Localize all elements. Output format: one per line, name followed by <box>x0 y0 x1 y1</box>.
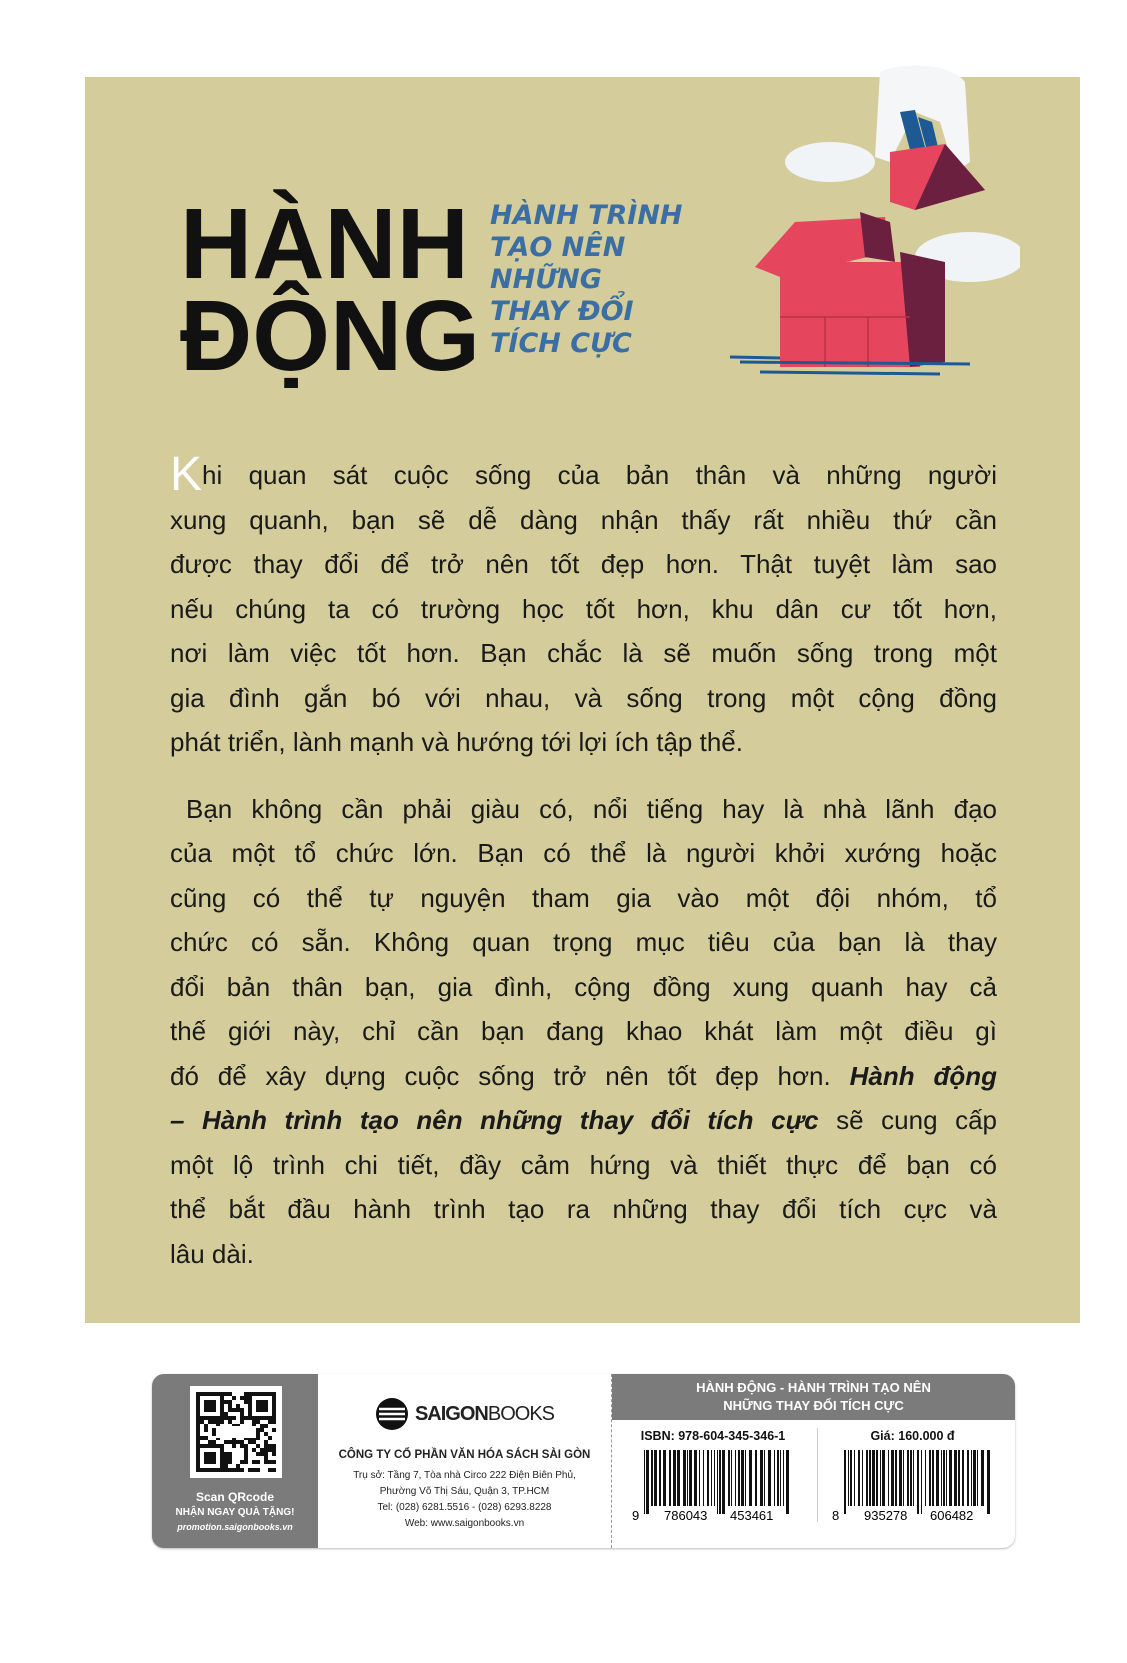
qr-module <box>220 1420 224 1424</box>
qr-module <box>232 1444 236 1448</box>
text-line: gia đình gắn bó với nhau, và sống trong một cộng đồng <box>170 682 997 713</box>
text-line: lâu dài. <box>170 1238 254 1269</box>
barcode-bar <box>694 1450 697 1506</box>
barcode-ean <box>828 1450 998 1522</box>
barcode-bar <box>738 1450 740 1506</box>
qr-module <box>268 1444 272 1448</box>
barcode-bar <box>745 1450 746 1506</box>
qr-module <box>236 1408 240 1412</box>
qr-module <box>248 1468 252 1472</box>
barcode-bar <box>954 1450 957 1506</box>
qr-module <box>204 1424 208 1428</box>
barcode-bar <box>862 1450 863 1506</box>
company-address <box>318 1468 611 1532</box>
gift-label: NHẬN NGAY QUÀ TẶNG! <box>175 1507 295 1518</box>
isbn-barcode <box>618 1428 808 1522</box>
qr-module <box>228 1392 232 1396</box>
barcode-bar <box>936 1450 939 1506</box>
price-label: Giá: 160.000 đ <box>870 1429 955 1443</box>
barcode-bar <box>741 1450 744 1506</box>
book-info-section <box>612 1374 1015 1548</box>
qr-module <box>224 1468 228 1472</box>
barcode-bar <box>943 1450 945 1506</box>
qr-module <box>228 1416 232 1420</box>
qr-module <box>240 1468 244 1472</box>
qr-module <box>272 1420 276 1424</box>
text-line: đổi bản thân bạn, gia đình, cộng đồng xung quanh hay cả <box>170 971 997 1002</box>
qr-module <box>216 1420 220 1424</box>
qr-module <box>260 1448 264 1452</box>
barcode-bar <box>646 1450 649 1514</box>
qr-module <box>240 1444 244 1448</box>
qr-module <box>256 1428 260 1432</box>
qr-module <box>256 1420 260 1424</box>
qr-section <box>152 1374 318 1548</box>
qr-module <box>264 1424 268 1428</box>
qr-module <box>228 1440 232 1444</box>
qr-module <box>232 1416 236 1420</box>
barcode-digits: 935278 <box>863 1508 907 1522</box>
qr-module <box>228 1452 232 1456</box>
barcode-bar <box>714 1450 715 1506</box>
barcode-bar <box>872 1450 875 1506</box>
address-line: Trụ sở: Tầng 7, Tòa nhà Circo 222 Điện Biên Phủ, <box>353 1470 576 1481</box>
qr-module <box>244 1396 248 1400</box>
barcode-bar <box>925 1450 926 1506</box>
barcode-bar <box>907 1450 909 1506</box>
qr-module <box>264 1448 268 1452</box>
text-line: Bạn không cần phải giàu có, nổi tiếng hay là nhà lãnh đạo <box>186 793 997 824</box>
text-line: nếu chúng ta có trường học tốt hơn, khu dân cư tốt hơn, <box>170 593 997 624</box>
barcode-bar <box>946 1450 947 1506</box>
barcode-bar <box>880 1450 881 1506</box>
barcode-bar <box>854 1450 855 1506</box>
barcode-bar <box>735 1450 736 1506</box>
barcode-bar <box>913 1450 914 1506</box>
qr-module <box>252 1460 256 1464</box>
qr-module <box>196 1440 200 1444</box>
qr-module <box>228 1460 232 1464</box>
qr-module <box>256 1468 260 1472</box>
qr-module <box>256 1432 260 1436</box>
barcode-bar <box>882 1450 885 1506</box>
qr-module <box>196 1424 200 1428</box>
text-line: phát triển, lành mạnh và hướng tới lợi ích tập thể. <box>170 727 743 757</box>
qr-module <box>256 1436 260 1440</box>
barcode-bar <box>654 1450 657 1506</box>
qr-module <box>240 1412 244 1416</box>
barcode-bar <box>677 1450 680 1506</box>
qr-module <box>228 1456 232 1460</box>
subtitle-line: HÀNH TRÌNH <box>490 200 683 231</box>
subtitle-line: THAY ĐỔI <box>490 296 634 327</box>
text-line: xung quanh, bạn sẽ dễ dàng nhận thấy rất nhiều thứ cần <box>170 504 997 535</box>
subtitle <box>490 200 683 360</box>
qr-module <box>248 1440 252 1444</box>
barcode-bar <box>711 1450 712 1506</box>
barcode-bar <box>659 1450 661 1506</box>
barcode-bar <box>932 1450 934 1506</box>
title-line: NHỮNG THAY ĐỔI TÍCH CỰC <box>723 1398 904 1413</box>
barcode-bar <box>760 1450 763 1506</box>
qr-module <box>228 1400 232 1404</box>
book-title-header <box>612 1374 1015 1420</box>
qr-module <box>272 1444 276 1448</box>
cloud-icon <box>785 142 875 182</box>
publisher-info-bar <box>152 1374 1015 1548</box>
qr-module <box>224 1416 228 1420</box>
barcode-bar <box>977 1450 978 1506</box>
qr-module <box>252 1440 256 1444</box>
qr-module <box>244 1460 248 1464</box>
book-title-emphasis: – Hành trình tạo nên những thay đổi tích cực <box>170 1105 819 1135</box>
barcode-bar <box>755 1450 757 1506</box>
qr-finder-center <box>204 1400 216 1412</box>
qr-module <box>228 1468 232 1472</box>
qr-module <box>272 1428 276 1432</box>
qr-module <box>264 1460 268 1464</box>
barcode-bar <box>981 1450 984 1506</box>
barcode-bar <box>848 1450 849 1506</box>
qr-module <box>196 1428 200 1432</box>
isbn-label: ISBN: 978-604-345-346-1 <box>640 1429 786 1443</box>
barcode-bar <box>707 1450 709 1506</box>
barcode-bar <box>858 1450 860 1506</box>
qr-module <box>232 1396 236 1400</box>
subtitle-line: TẠO NÊN <box>490 232 626 263</box>
qr-module <box>244 1400 248 1404</box>
promotion-link[interactable]: promotion.saigonbooks.vn <box>177 1522 293 1532</box>
barcode-bar <box>783 1450 784 1506</box>
text-line <box>170 448 997 501</box>
text-line: chức có sẵn. Không quan trọng mục tiêu của bạn là thay <box>170 927 997 957</box>
barcode-bar <box>987 1450 990 1514</box>
qr-module <box>272 1460 276 1464</box>
barcode-bar <box>888 1450 889 1506</box>
lego-house-illustration <box>700 62 1020 382</box>
barcode-bar <box>673 1450 676 1506</box>
qr-module <box>268 1468 272 1472</box>
logo-text: BOOKS <box>487 1402 555 1425</box>
barcode-bar <box>689 1450 692 1506</box>
qr-module <box>272 1468 276 1472</box>
qr-module <box>264 1432 268 1436</box>
barcode-bar <box>917 1450 919 1514</box>
barcode-bar <box>869 1450 871 1506</box>
barcode-bar <box>899 1450 902 1506</box>
qr-module <box>228 1420 232 1424</box>
qr-module <box>228 1408 232 1412</box>
qr-module <box>224 1460 228 1464</box>
qr-module <box>264 1440 268 1444</box>
barcode-bar <box>844 1450 846 1514</box>
saigonbooks-logo-icon <box>375 1397 409 1431</box>
qr-module <box>240 1460 244 1464</box>
text-line: một lộ trình chi tiết, đầy cảm hứng và thiết thực để bạn có <box>170 1149 997 1180</box>
barcode-bar <box>876 1450 878 1506</box>
qr-module <box>264 1452 268 1456</box>
qr-module <box>196 1420 200 1424</box>
barcode-isbn <box>628 1450 798 1522</box>
saigonbooks-logo <box>318 1396 611 1432</box>
drop-cap: K <box>170 448 203 501</box>
qr-module <box>204 1428 208 1432</box>
back-cover <box>85 77 1080 1323</box>
barcode-bar <box>910 1450 912 1506</box>
barcode-bar <box>962 1450 964 1506</box>
qr-module <box>232 1440 236 1444</box>
barcode-bar <box>971 1450 972 1506</box>
barcode-bar <box>949 1450 952 1506</box>
qr-module <box>264 1444 268 1448</box>
qr-module <box>224 1412 228 1416</box>
barcode-bar <box>786 1450 789 1514</box>
text-line: của một tổ chức lớn. Bạn có thể là người khởi xướng hoặc <box>170 838 997 868</box>
qr-module <box>232 1468 236 1472</box>
barcode-bar <box>941 1450 942 1506</box>
qr-module <box>260 1428 264 1432</box>
text-line: cũng có thể tự nguyện tham gia vào một đội nhóm, tổ <box>170 882 997 913</box>
barcode-bar <box>728 1450 730 1506</box>
barcode-bar <box>903 1450 904 1506</box>
barcode-bar <box>683 1450 686 1506</box>
scan-qr-label: Scan QRcode <box>195 1490 275 1504</box>
qr-module <box>224 1452 228 1456</box>
barcode-digit: 8 <box>831 1508 839 1522</box>
qr-module <box>264 1456 268 1460</box>
qr-module <box>240 1440 244 1444</box>
qr-code[interactable] <box>190 1386 282 1478</box>
barcode-bar <box>731 1450 732 1506</box>
website-link[interactable]: Web: www.saigonbooks.vn <box>404 1518 525 1529</box>
qr-module <box>244 1416 248 1420</box>
barcode-bar <box>967 1450 969 1506</box>
barcode-digit: 9 <box>632 1508 640 1522</box>
paragraph-1 <box>170 448 997 765</box>
qr-finder-center <box>256 1400 268 1412</box>
qr-module <box>212 1420 216 1424</box>
qr-module <box>236 1440 240 1444</box>
qr-module <box>200 1420 204 1424</box>
text: sẽ cung cấp <box>818 1105 997 1135</box>
subtitle-line: TÍCH CỰC <box>490 328 632 359</box>
title-line-2: ĐỘNG <box>180 280 480 392</box>
qr-module <box>240 1420 244 1424</box>
barcode-bar <box>921 1450 922 1514</box>
qr-module <box>232 1408 236 1412</box>
qr-module <box>212 1428 216 1432</box>
barcode-bar <box>717 1450 718 1514</box>
barcode-bar <box>644 1450 645 1514</box>
qr-module <box>236 1468 240 1472</box>
subtitle-line: NHỮNG <box>490 264 602 295</box>
title-line-1: HÀNH <box>180 188 469 300</box>
barcode-bar <box>891 1450 894 1506</box>
qr-module <box>268 1420 272 1424</box>
qr-module <box>196 1436 200 1440</box>
text-line <box>170 1098 997 1143</box>
qr-module <box>224 1456 228 1460</box>
qr-module <box>260 1452 264 1456</box>
barcode-digits: 453461 <box>730 1508 774 1522</box>
text-line <box>170 1054 997 1099</box>
barcode-bar <box>895 1450 897 1506</box>
qr-module <box>240 1416 244 1420</box>
qr-module <box>256 1452 260 1456</box>
barcode-bar <box>703 1450 704 1506</box>
text-line: nơi làm việc tốt hơn. Bạn chắc là sẽ muốn sống trong một <box>170 638 997 668</box>
barcode-bar <box>663 1450 666 1506</box>
price-barcode <box>817 1428 1007 1522</box>
phone: Tel: (028) 6281.5516 - (028) 6293.8228 <box>377 1502 552 1513</box>
barcode-bar <box>973 1450 976 1506</box>
qr-module <box>244 1444 248 1448</box>
qr-module <box>244 1392 248 1396</box>
qr-module <box>196 1432 200 1436</box>
barcode-bar <box>866 1450 868 1506</box>
qr-module <box>272 1448 276 1452</box>
barcode-bar <box>777 1450 779 1506</box>
qr-module <box>204 1436 208 1440</box>
publisher-section <box>318 1374 612 1548</box>
qr-module <box>252 1420 256 1424</box>
qr-module <box>244 1456 248 1460</box>
qr-module <box>212 1432 216 1436</box>
qr-module <box>268 1436 272 1440</box>
barcode-bar <box>929 1450 931 1506</box>
barcode-bar <box>699 1450 700 1506</box>
paragraph-2 <box>170 787 997 1277</box>
barcode-bar <box>719 1450 721 1514</box>
book-title-emphasis: Hành động <box>849 1060 997 1091</box>
barcode-bar <box>687 1450 688 1506</box>
qr-module <box>212 1440 216 1444</box>
qr-finder-center <box>204 1452 216 1464</box>
qr-module <box>272 1452 276 1456</box>
barcode-bar <box>850 1450 852 1506</box>
qr-module <box>236 1404 240 1408</box>
qr-module <box>236 1464 240 1468</box>
text-line: được thay đổi để trở nên tốt đẹp hơn. Thật tuyệt làm sao <box>170 549 997 579</box>
barcode-bar <box>749 1450 752 1506</box>
text-line: thể bắt đầu hành trình tạo ra những thay đổi tích cực và <box>170 1194 997 1224</box>
qr-module <box>260 1424 264 1428</box>
qr-module <box>208 1440 212 1444</box>
barcode-bar <box>651 1450 653 1506</box>
barcode-bar <box>764 1450 765 1506</box>
barcode-bar <box>722 1450 725 1514</box>
barcode-bar <box>669 1450 671 1506</box>
logo-text: SAIGON <box>414 1402 488 1425</box>
qr-module <box>208 1420 212 1424</box>
barcode-digits: 786043 <box>664 1508 708 1522</box>
wall-bricks <box>780 262 920 367</box>
title-line: HÀNH ĐỘNG - HÀNH TRÌNH TẠO NÊN <box>696 1380 931 1395</box>
qr-module <box>200 1436 204 1440</box>
qr-module <box>244 1448 248 1452</box>
text: đó để xây dựng cuộc sống trở nên tốt đẹp hơn. <box>170 1060 850 1091</box>
text-line: thế giới này, chỉ cần bạn đang khao khát làm một điều gì <box>170 1016 997 1046</box>
qr-module <box>224 1464 228 1468</box>
barcode-bar <box>958 1450 960 1506</box>
qr-module <box>268 1460 272 1464</box>
qr-module <box>252 1448 256 1452</box>
qr-module <box>252 1468 256 1472</box>
qr-module <box>240 1408 244 1412</box>
qr-module <box>228 1404 232 1408</box>
qr-module <box>240 1396 244 1400</box>
qr-module <box>256 1460 260 1464</box>
barcode-bar <box>780 1450 781 1506</box>
company-name: CÔNG TY CỔ PHẦN VĂN HÓA SÁCH SÀI GÒN <box>338 1449 591 1461</box>
barcode-digits: 606482 <box>929 1508 973 1522</box>
qr-module <box>244 1452 248 1456</box>
qr-module <box>224 1392 228 1396</box>
description <box>170 448 997 1298</box>
qr-module <box>268 1448 272 1452</box>
text: hi quan sát cuộc sống của bản thân và những người <box>202 460 997 490</box>
address-line: Phường Võ Thị Sáu, Quận 3, TP.HCM <box>379 1486 550 1497</box>
barcode-bar <box>774 1450 775 1506</box>
qr-module <box>256 1444 260 1448</box>
qr-module <box>224 1400 228 1404</box>
barcode-bar <box>768 1450 771 1506</box>
qr-module <box>224 1440 228 1444</box>
